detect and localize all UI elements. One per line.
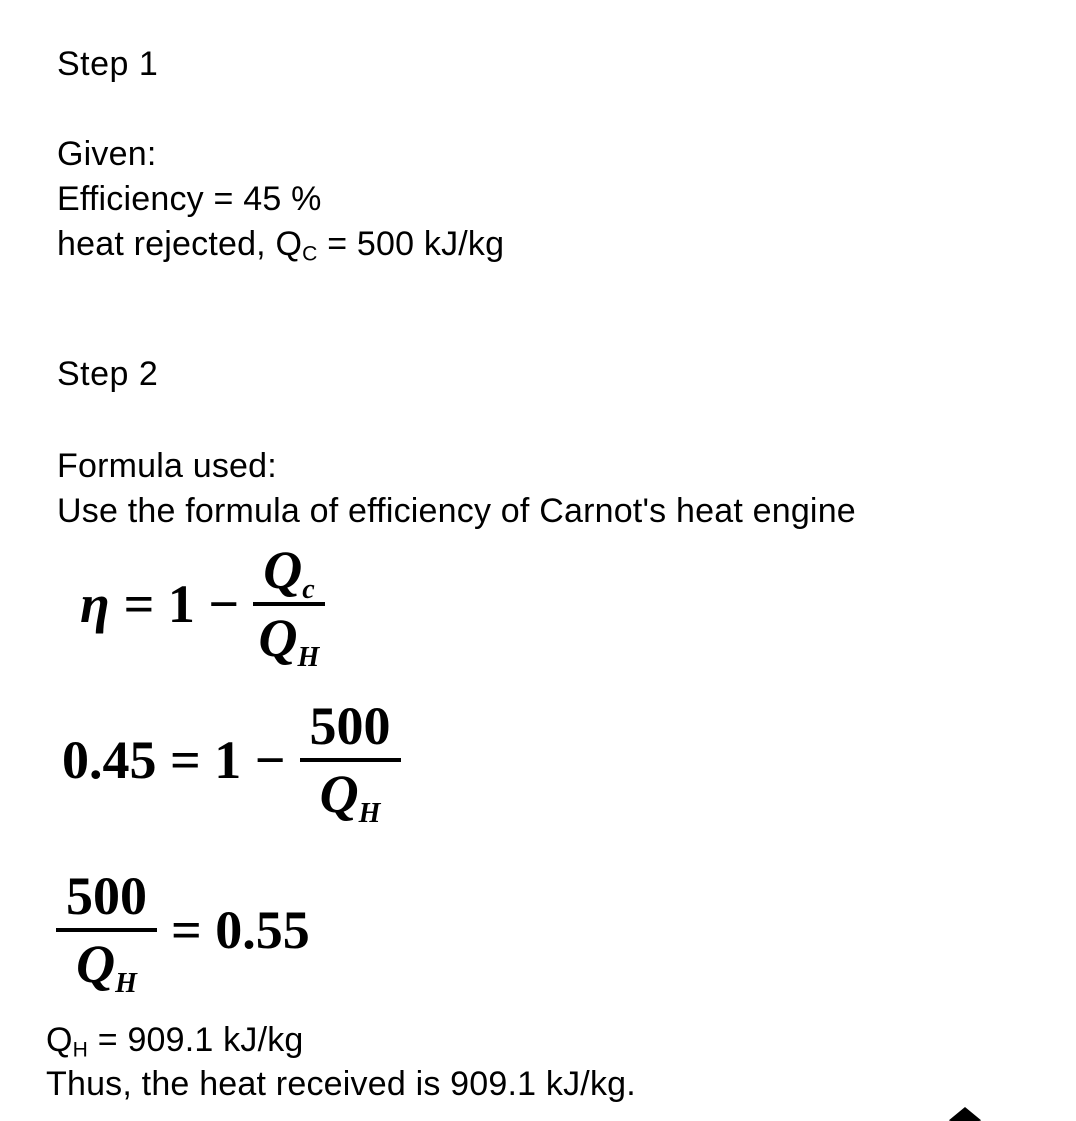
heat-rejected-suffix: = 500 kJ/kg bbox=[317, 225, 505, 263]
heat-rejected-line bbox=[57, 222, 504, 267]
fraction-denominator bbox=[258, 606, 320, 673]
equation-substituted bbox=[62, 696, 401, 829]
heat-rejected-prefix: heat rejected, Q bbox=[57, 225, 303, 263]
arrow-up-tip-icon bbox=[948, 1107, 982, 1121]
fraction-numerator: 500 bbox=[56, 868, 157, 932]
fraction-denominator bbox=[76, 932, 137, 999]
qh-sub: H bbox=[115, 967, 137, 999]
qh-sub: H bbox=[297, 641, 320, 673]
qh-result-subscript: H bbox=[72, 1038, 89, 1062]
fraction-500-over-qh bbox=[56, 866, 157, 999]
equation2-lhs: 0.45 = 1 − bbox=[62, 730, 286, 791]
qh-symbol: Q bbox=[76, 933, 116, 994]
efficiency-line: Efficiency = 45 % bbox=[57, 180, 322, 218]
fraction-denominator bbox=[319, 762, 381, 829]
qh-result-prefix: Q bbox=[46, 1021, 73, 1059]
qc-symbol: Q bbox=[263, 540, 303, 600]
equation1-lhs-rest: = 1 − bbox=[123, 574, 240, 635]
result-section bbox=[46, 1018, 636, 1106]
given-section bbox=[57, 132, 504, 267]
fraction-500-over-qh bbox=[300, 696, 401, 829]
equation-rearranged bbox=[56, 866, 310, 999]
qh-result-suffix: = 909.1 kJ/kg bbox=[88, 1021, 304, 1059]
conclusion-line: Thus, the heat received is 909.1 kJ/kg. bbox=[46, 1065, 636, 1103]
equation-carnot-efficiency bbox=[80, 540, 325, 673]
equation3-rhs: = 0.55 bbox=[171, 900, 310, 961]
step1-heading: Step 1 bbox=[57, 45, 159, 83]
fraction-numerator: 500 bbox=[300, 698, 401, 762]
fraction-qc-over-qh bbox=[253, 540, 324, 673]
eta-symbol: η bbox=[80, 574, 110, 635]
formula-description: Use the formula of efficiency of Carnot's heat engine bbox=[57, 492, 856, 530]
given-label: Given: bbox=[57, 135, 157, 173]
qh-symbol: Q bbox=[319, 763, 359, 824]
formula-used-label: Formula used: bbox=[57, 447, 277, 485]
qh-sub: H bbox=[358, 797, 381, 829]
formula-used-section bbox=[57, 444, 856, 534]
step2-heading: Step 2 bbox=[57, 355, 159, 393]
qh-symbol: Q bbox=[258, 607, 298, 668]
qc-sub: c bbox=[302, 573, 315, 605]
qc-subscript: C bbox=[302, 242, 318, 266]
fraction-numerator bbox=[253, 542, 324, 606]
qh-result-line bbox=[46, 1018, 636, 1062]
